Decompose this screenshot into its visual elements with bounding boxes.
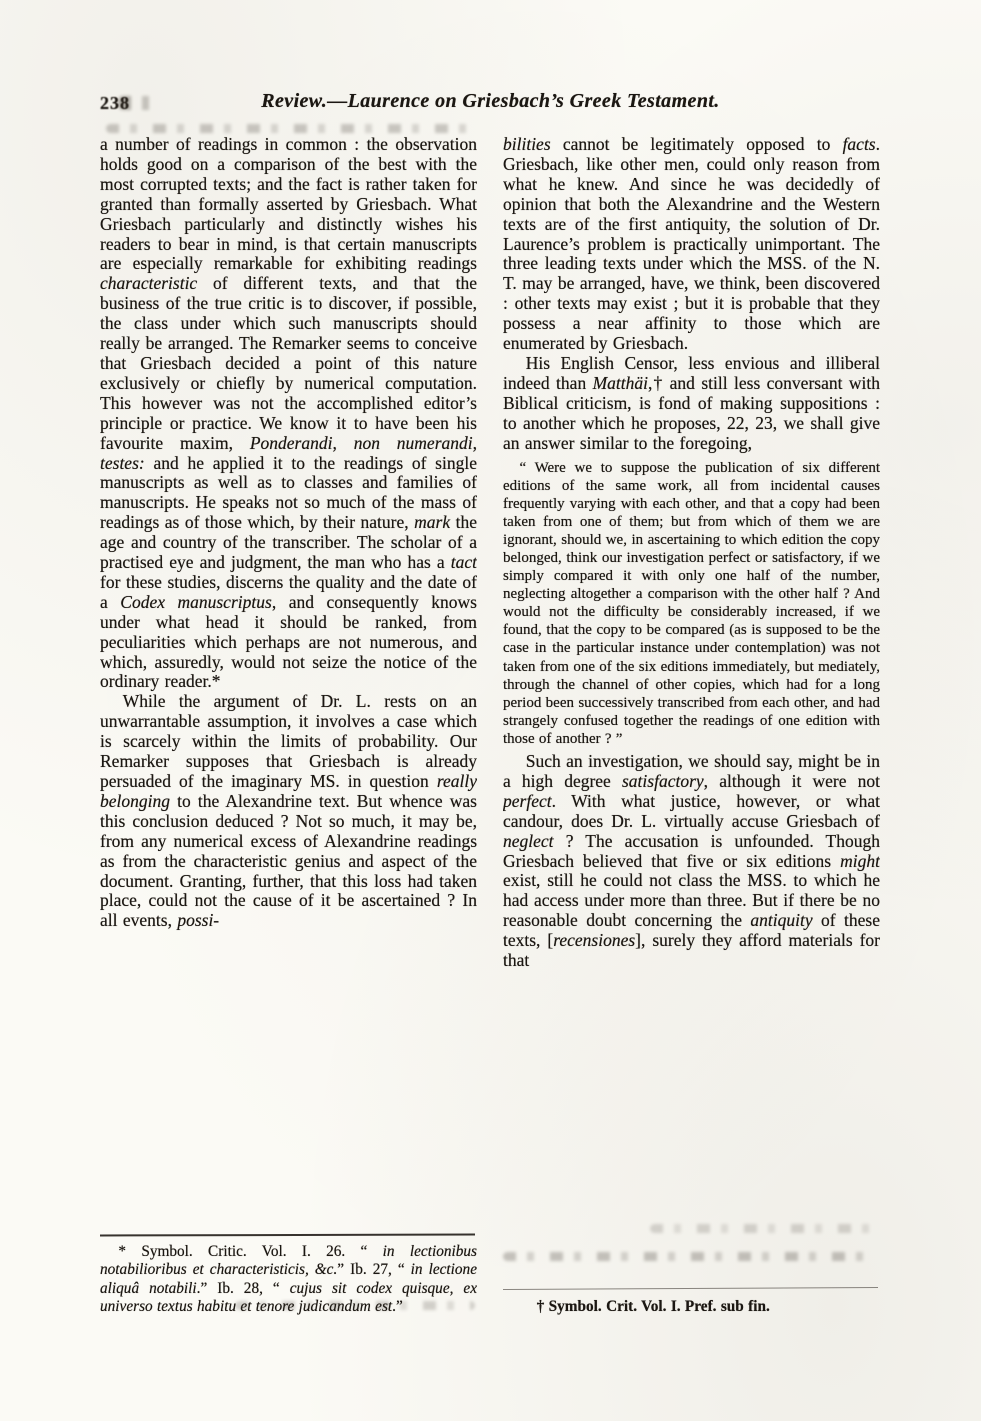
scan-smudge — [650, 1224, 875, 1233]
paragraph: His English Censor, less envious and illiberal indeed than Matthäi,† and still less conversant with Biblical criticism, is fond of making suppositions : to another which he proposes, 22, 23, we shall give an answer similar to the foregoing, — [503, 352, 880, 453]
column-gap-filler — [100, 931, 477, 1233]
footnote-dagger: † Symbol. Crit. Vol. I. Pref. sub fin. — [536, 1298, 770, 1316]
page-number: 238 — [100, 93, 130, 113]
paragraph: While the argument of Dr. L. rests on an unwarrantable assumption, it involves a case which is scarcely within the limits of probability. Our Remarker supposes that Griesbach is already persuaded of the imaginary MS. in question really belonging to the Alexandrine text. But whence was this conclusion deduced ? Not so much, it may be, from any numerical excess of Alexandrine readings as from the characteristic genius and aspect of the document. Granting, further, that this loss had taken place, could not the cause of it be ascertained ? In all events, possi- — [100, 691, 477, 931]
footnote-rule — [503, 1287, 878, 1290]
running-title: Review.—Laurence on Griesbach’s Greek Testament. — [261, 90, 720, 112]
column-right — [503, 135, 880, 1317]
footnote-rule — [100, 1233, 475, 1236]
scan-smudge — [503, 1252, 875, 1261]
footnote-asterisk: * Symbol. Critic. Vol. I. 26. “ in lectionibus notabilioribus et characteristicis, &c.” Ib. 27, “ in lectione aliquâ notabili.” Ib. 28, “ cujus sit codex quisque, ex universo textus habitu et tenore judicandum est.” — [100, 1242, 477, 1316]
page-header — [100, 90, 881, 124]
scan-smudge — [235, 1301, 475, 1310]
column-gap-filler — [503, 971, 880, 1288]
block-quote: “ Were we to suppose the publication of six different editions of the same work, all from incidental causes frequently varying with each other, and that a copy had been taken from one of them; but from which of them we are ignorant, should we, in ascertaining to which edition the copy belonged, think our investigation perfect or satisfactory, if we simply compared it with only one half of the number, neglecting altogether a comparison with the other half ? And would not the difficulty be considerably increased, if we found, that the copy to be compared (as is supposed to be the case in the particular instance under contemplation) was not taken from one of the six editions immediately, but mediately, through the channel of other copies, which had for a long period been successively transcribed from each other, and had strangely confused together the readings of one edition with those of another ? ” — [503, 459, 880, 747]
scan-smudge — [106, 124, 474, 133]
paragraph: Such an investigation, we should say, might be in a high degree satisfactory, although it were not perfect. With what justice, however, or what candour, does Dr. L. virtually accuse Griesbach of neglect ? The accusation is unfounded. Though Griesbach believed that five or six editions might exist, still he could not class the MSS. to which he had access under more than three. But if there be no reasonable doubt concerning the antiquity of these texts, [recensiones], surely they afford materials for that — [503, 751, 880, 971]
scan-smudge — [118, 96, 158, 110]
text-columns — [100, 135, 880, 1317]
column-left — [100, 135, 477, 1317]
paragraph: bilities cannot be legitimately opposed to facts. Griesbach, like other men, could only reason from what he knew. And since he was decidedly of opinion that both the Alexandrine and the Western texts are of the first antiquity, the solution of Dr. Laurence’s problem is practically unimportant. The three leading texts under which the MSS. of the N. T. may be arranged, have, we think, been discovered : other texts may exist ; but it is probable that they possess a near affinity to those which are enumerated by Griesbach. — [503, 135, 880, 354]
paragraph: a number of readings in common : the observation holds good on a comparison of the best with the most corrupted texts; and the fact is rather taken for granted than formally asserted by Griesbach. What Griesbach particularly and distinctly wishes his readers to bear in mind, is that certain manuscripts are especially remarkable for exhibiting readings characteristic of different texts, and that the business of the true critic is to discover, if possible, the class under which such manuscripts should really be arranged. The Remarker seems to conceive that Griesbach decided a point of this nature exclusively or chiefly by numerical computation. This however was not the accomplished editor’s principle or practice. We know it to have been his favourite maxim, Ponderandi, non numerandi, testes: and he applied it to the readings of single manuscripts as well as to classes and families of manuscripts. He speaks not so much of the mass of readings as of those which, by their nature, mark the age and country of the transcriber. The scholar of a practised eye and judgment, the man who has a tact for these studies, discerns the quality and the date of a Codex manuscriptus, and consequently knows under what head it should be ranked, from peculiarities which perhaps are not numerous, and which, assuredly, would not seize the notice of the ordinary reader.* — [100, 135, 477, 692]
